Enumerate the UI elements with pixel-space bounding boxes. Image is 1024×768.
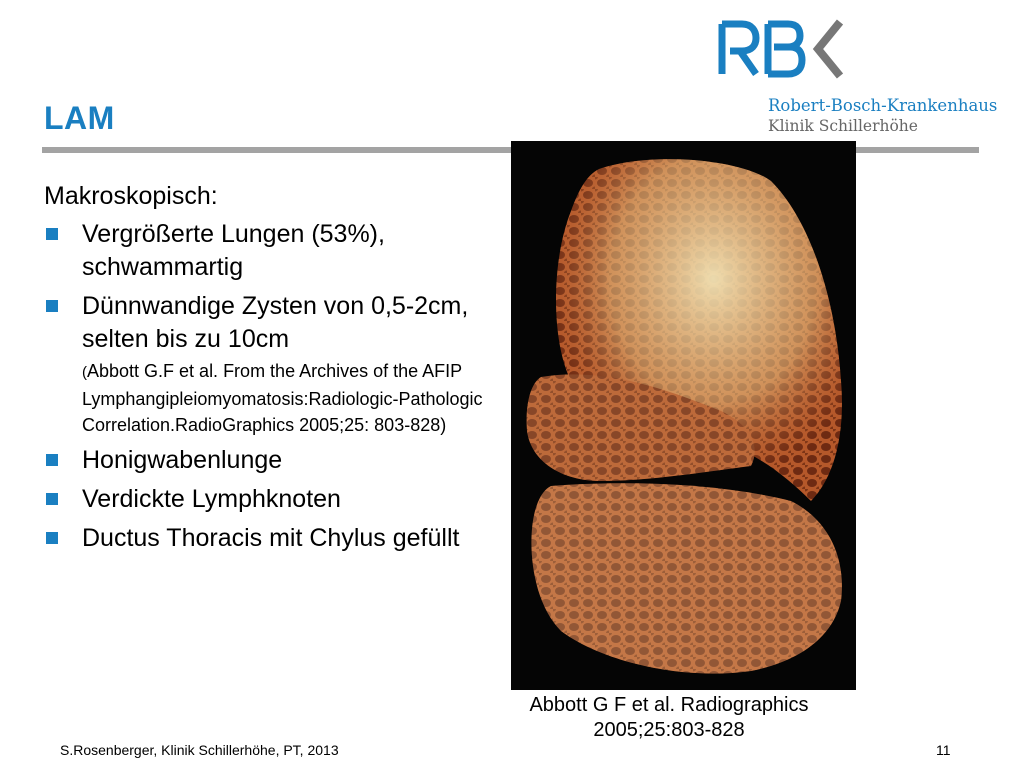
bullet-citation xyxy=(82,358,494,438)
bullet-text: Dünnwandige Zysten von 0,5-2cm, selten bis zu 10cm xyxy=(82,292,469,353)
lung-specimen-illustration xyxy=(511,141,856,690)
bullet-item xyxy=(44,483,494,516)
clinic-logo xyxy=(718,18,998,138)
bullet-item xyxy=(44,218,494,284)
bullet-text: Ductus Thoracis mit Chylus gefüllt xyxy=(82,524,460,552)
footer-author: S.Rosenberger, Klinik Schillerhöhe, PT, 2013 xyxy=(60,742,339,758)
bullet-item xyxy=(44,444,494,477)
square-bullet-icon xyxy=(46,532,58,544)
rbk-logo-mark xyxy=(718,18,848,80)
logo-name-line2: Klinik Schillerhöhe xyxy=(768,117,918,135)
square-bullet-icon xyxy=(46,454,58,466)
citation-open-paren: ( xyxy=(82,364,87,381)
image-caption: Abbott G F et al. Radiographics 2005;25:803-828 xyxy=(529,694,809,741)
page-number: 11 xyxy=(936,742,951,758)
slide-body xyxy=(44,180,494,561)
intro-heading: Makroskopisch: xyxy=(44,182,218,210)
bullet-text: Vergrößerte Lungen (53%), schwammartig xyxy=(82,220,385,281)
bullet-item xyxy=(44,522,494,555)
square-bullet-icon xyxy=(46,300,58,312)
citation-text: Abbott G.F et al. From the Archives of the AFIP Lymphangipleiomyomatosis:Radiologic-Pathologic Correlation.RadioGraphics 2005;25: 803-828) xyxy=(82,361,483,435)
slide-title: LAM xyxy=(44,100,115,136)
logo-name-line1: Robert-Bosch-Krankenhaus xyxy=(768,96,998,115)
bullet-text: Honigwabenlunge xyxy=(82,446,283,474)
lung-specimen-photo xyxy=(511,141,856,690)
bullet-list xyxy=(44,218,494,555)
bullet-item xyxy=(44,290,494,438)
bullet-text: Verdickte Lymphknoten xyxy=(82,485,341,513)
square-bullet-icon xyxy=(46,228,58,240)
square-bullet-icon xyxy=(46,493,58,505)
